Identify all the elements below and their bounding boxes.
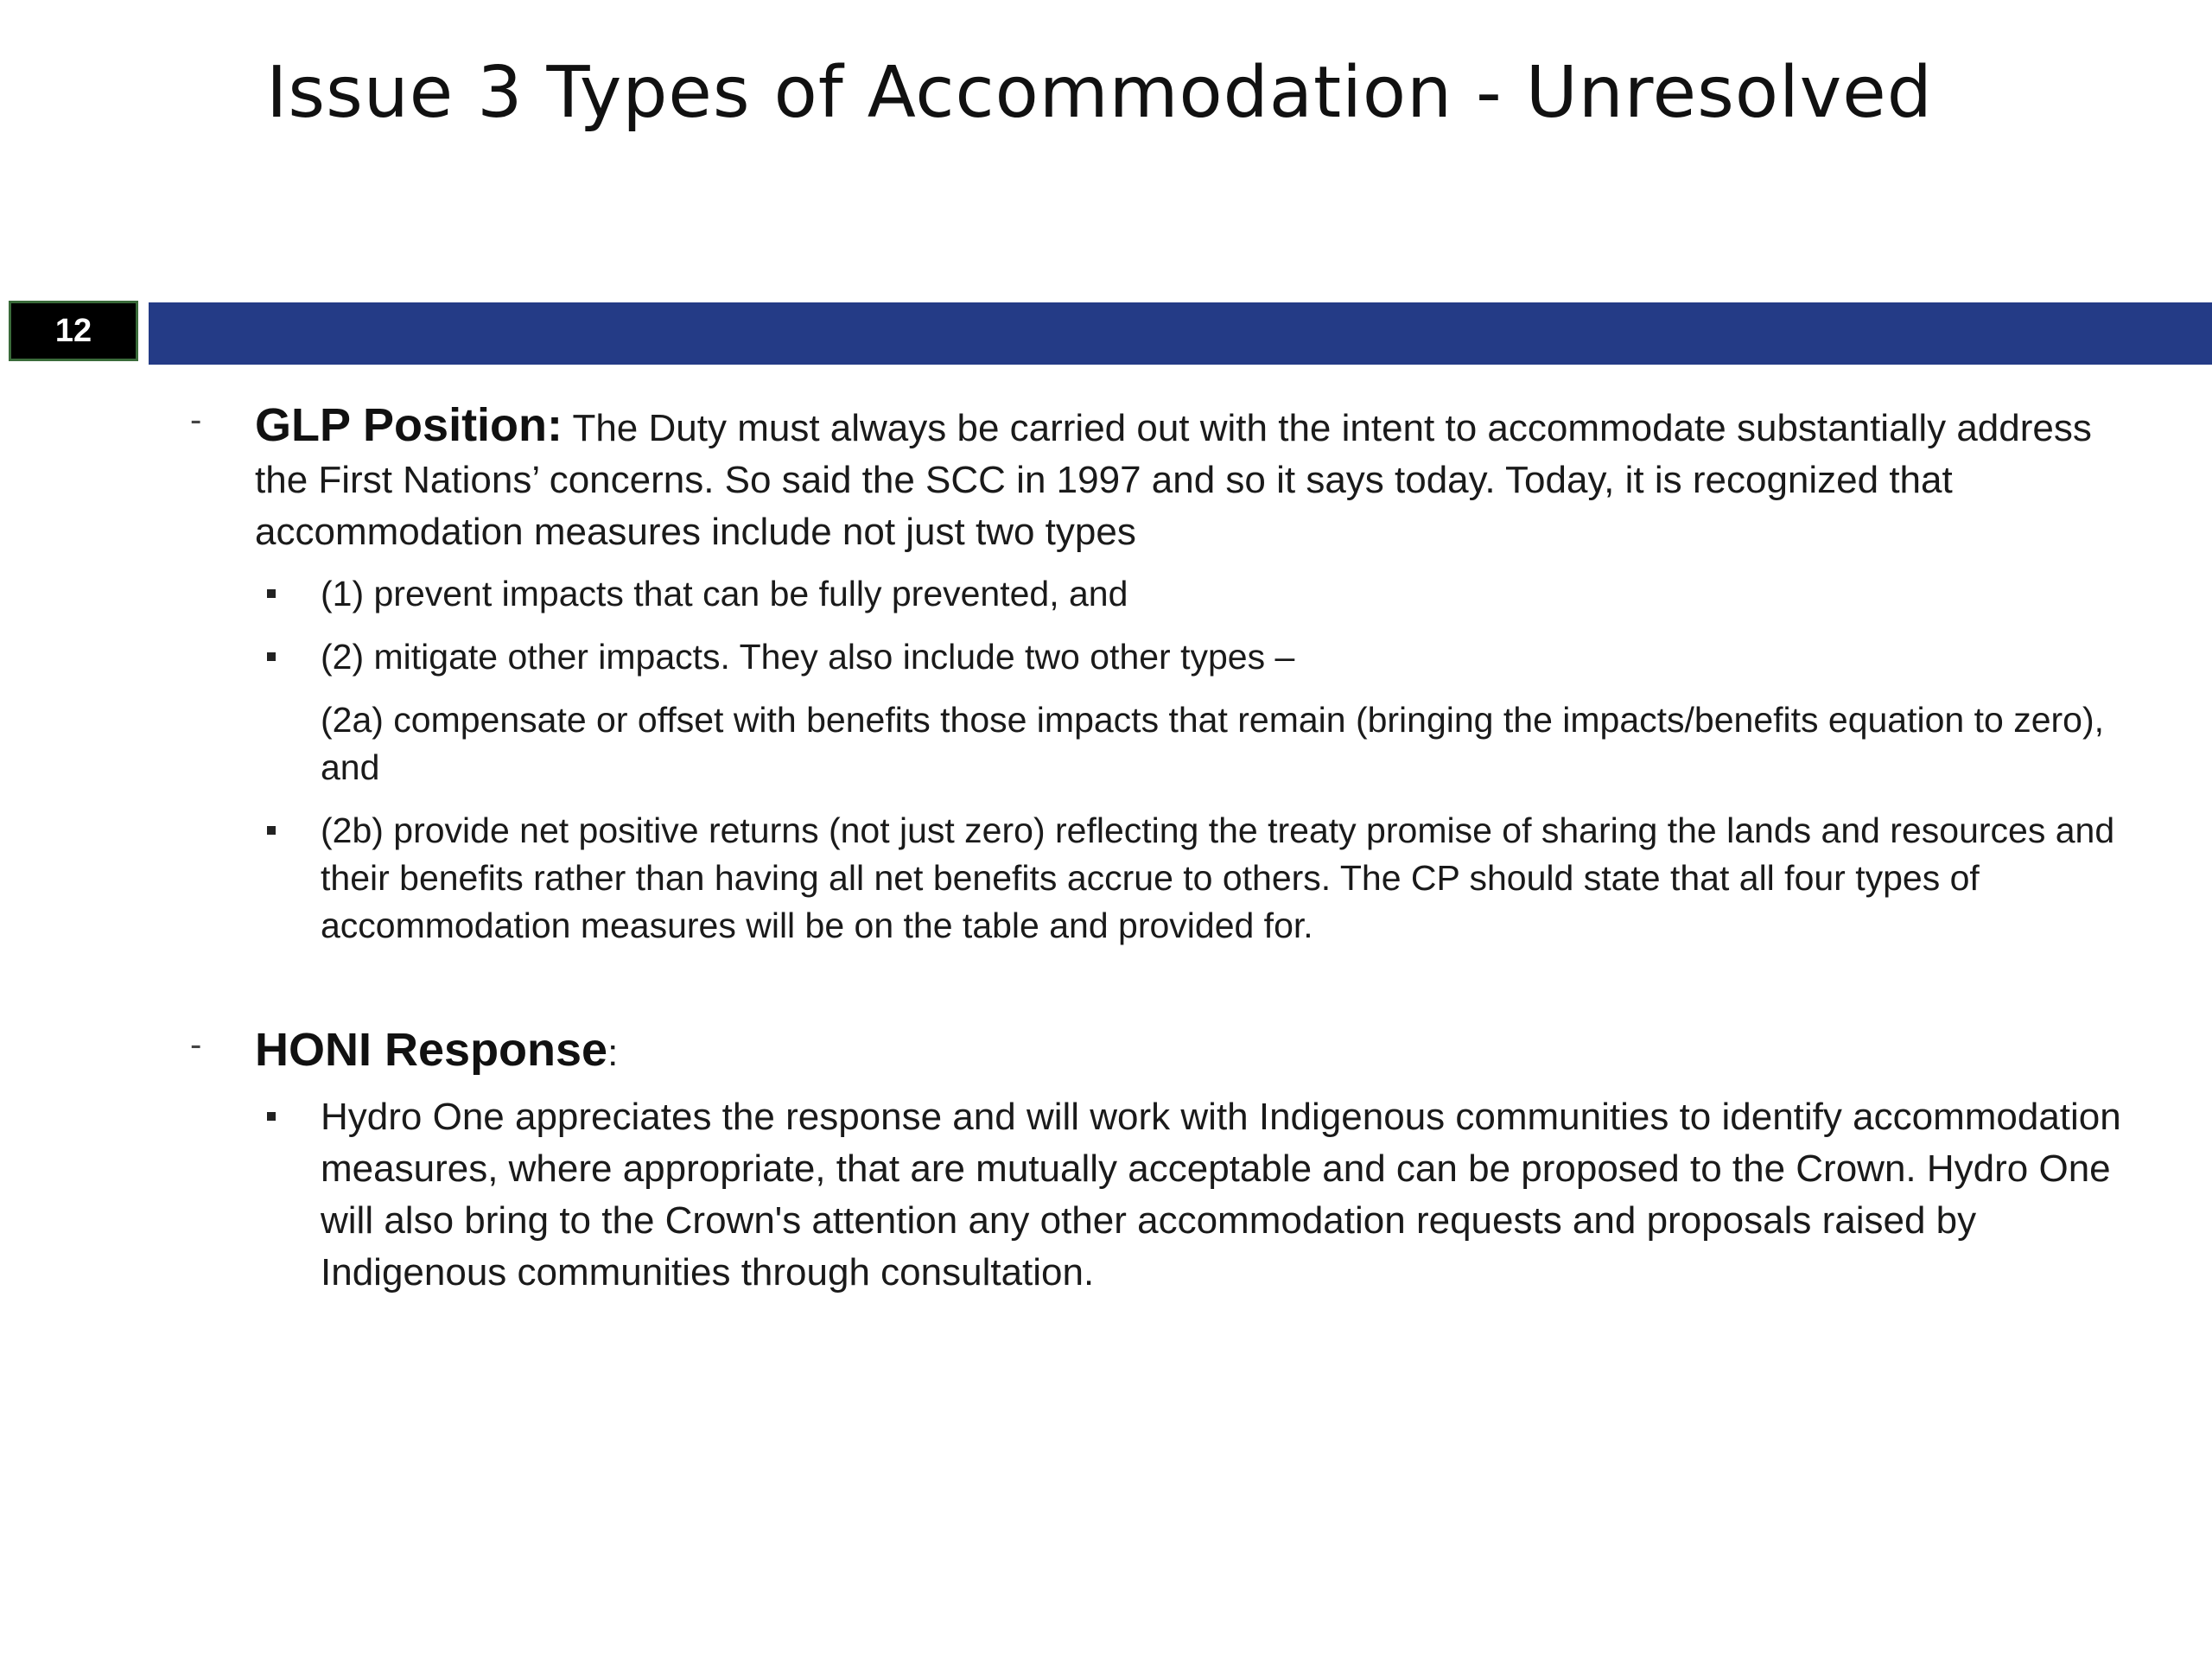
list-item-text: (2b) provide net positive returns (not just zero) reflecting the treaty promise of sharing the lands and resources and their benefits rather than having all net benefits accrue to others. The CP should state that all four types of accommodation measures will be on the table and provided for. xyxy=(321,810,2115,945)
honi-bullet-list xyxy=(255,1091,2139,1299)
list-item-text: (2) mitigate other impacts. They also include two other types – xyxy=(321,637,1295,677)
honi-heading-colon: : xyxy=(607,1032,619,1074)
glp-sub-line: (2a) compensate or offset with benefits those impacts that remain (bringing the impacts/benefits equation to zero), and xyxy=(321,700,2104,787)
glp-bullet-list xyxy=(255,570,2139,681)
section-dash: - xyxy=(190,1026,202,1064)
glp-bullet-list-continued xyxy=(255,807,2139,950)
honi-lead xyxy=(255,1024,2139,1079)
slide-body xyxy=(186,399,2139,1314)
honi-response-section xyxy=(186,1024,2139,1299)
slide-number: 12 xyxy=(54,312,92,349)
slide-title: Issue 3 Types of Accommodation - Unresolved xyxy=(266,52,1933,134)
list-item xyxy=(255,807,2139,950)
glp-heading: GLP Position: xyxy=(255,399,563,451)
glp-intro-text: The Duty must always be carried out with the intent to accommodate substantially address the First Nations’ concerns. So said the SCC in 1997 and so it says today. Today, it is recognized that accommodation measures include not just two types xyxy=(255,407,2092,553)
list-item xyxy=(255,1091,2139,1299)
bullet-square-icon xyxy=(267,589,276,598)
bullet-square-icon xyxy=(267,1112,276,1121)
glp-lead-paragraph xyxy=(255,399,2139,558)
list-item xyxy=(255,570,2139,618)
list-item-text: (1) prevent impacts that can be fully prevented, and xyxy=(321,574,1128,613)
bullet-square-icon xyxy=(267,652,276,661)
list-item-text: Hydro One appreciates the response and will work with Indigenous communities to identify accommodation measures, where appropriate, that are mutually acceptable and can be proposed to the Crown. Hydro One will also bring to the Crown's attention any other accommodation requests and proposals raised by Indigenous communities through consultation. xyxy=(321,1096,2121,1294)
glp-position-section xyxy=(186,399,2139,950)
header-band xyxy=(149,302,2212,365)
slide-number-badge xyxy=(9,301,138,361)
list-item xyxy=(255,633,2139,681)
section-dash: - xyxy=(190,401,202,439)
bullet-square-icon xyxy=(267,826,276,835)
honi-heading: HONI Response xyxy=(255,1024,608,1076)
